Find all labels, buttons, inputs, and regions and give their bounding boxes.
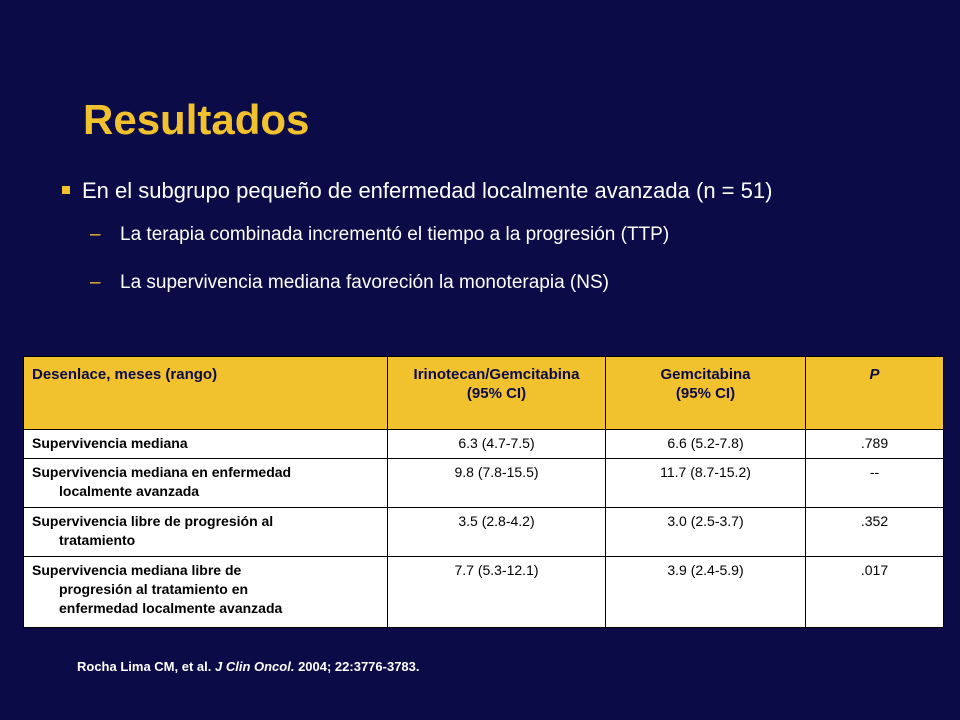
irinotecan-gemcitabina-cell: 3.5 (2.8-4.2) [388, 508, 606, 557]
gemcitabina-cell: 6.6 (5.2-7.8) [606, 430, 806, 459]
citation [77, 659, 420, 674]
irinotecan-gemcitabina-cell: 7.7 (5.3-12.1) [388, 557, 606, 628]
bullet-main [58, 176, 940, 206]
slide-title: Resultados [83, 96, 310, 143]
citation-authors: Rocha Lima CM, et al. [77, 659, 215, 674]
p-value-cell: -- [806, 459, 944, 508]
header-p-value: P [806, 357, 944, 430]
table-header-row [24, 357, 944, 430]
dash-bullet-icon: – [90, 272, 101, 293]
sub-bullet-text: La supervivencia mediana favoreción la monoterapia (NS) [120, 272, 609, 293]
gemcitabina-cell: 3.9 (2.4-5.9) [606, 557, 806, 628]
header-outcome: Desenlace, meses (rango) [24, 357, 388, 430]
citation-journal: J Clin Oncol. [214, 659, 295, 674]
p-value-cell: .789 [806, 430, 944, 459]
table-row [24, 430, 944, 459]
header-irinotecan-gemcitabina: Irinotecan/Gemcitabina (95% CI) [388, 357, 606, 430]
sub-bullet-survival [58, 270, 940, 296]
irinotecan-gemcitabina-cell: 6.3 (4.7-7.5) [388, 430, 606, 459]
table-row [24, 557, 944, 628]
outcome-cell: Supervivencia libre de progresión al tratamiento [24, 508, 388, 557]
citation-details: 2004; 22:3776-3783. [294, 659, 420, 674]
irinotecan-gemcitabina-cell: 9.8 (7.8-15.5) [388, 459, 606, 508]
header-gemcitabina: Gemcitabina (95% CI) [606, 357, 806, 430]
outcome-cell: Supervivencia mediana en enfermedad localmente avanzada [24, 459, 388, 508]
square-bullet-icon [62, 186, 70, 194]
table-row [24, 459, 944, 508]
gemcitabina-cell: 3.0 (2.5-3.7) [606, 508, 806, 557]
outcome-cell: Supervivencia mediana [24, 430, 388, 459]
bullet-main-text: En el subgrupo pequeño de enfermedad localmente avanzada (n = 51) [82, 178, 773, 203]
table-row [24, 508, 944, 557]
sub-bullet-ttp [58, 222, 940, 248]
p-value-cell: .352 [806, 508, 944, 557]
outcome-cell: Supervivencia mediana libre de progresión al tratamiento en enfermedad localmente avanzada [24, 557, 388, 628]
sub-bullet-text: La terapia combinada incrementó el tiempo a la progresión (TTP) [120, 224, 670, 245]
p-value-cell: .017 [806, 557, 944, 628]
dash-bullet-icon: – [90, 224, 101, 245]
gemcitabina-cell: 11.7 (8.7-15.2) [606, 459, 806, 508]
results-table [23, 356, 944, 628]
bullet-list [58, 176, 940, 296]
